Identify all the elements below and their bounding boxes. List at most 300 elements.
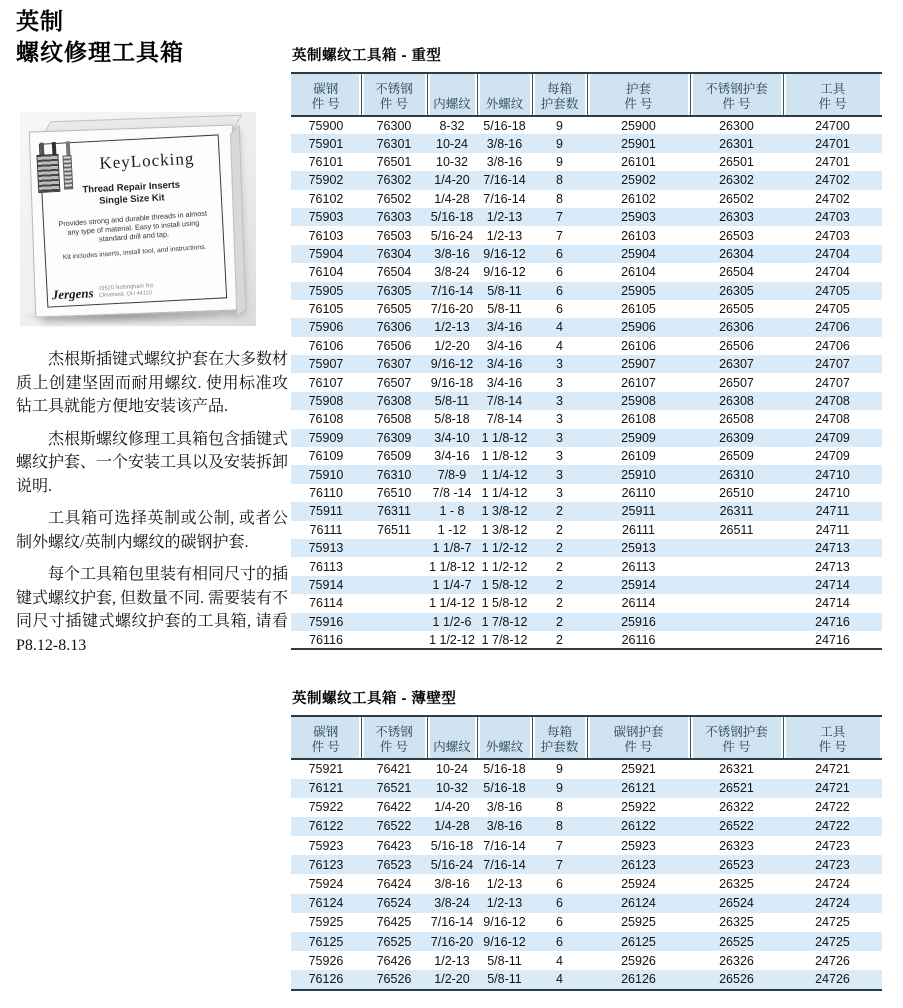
table-cell: 1/2-20 (434, 338, 470, 353)
table-cell: 24706 (815, 320, 850, 335)
table-cell: 76422 (376, 800, 412, 815)
box-includes: Kit includes inserts, install tool, and instructions. (62, 243, 207, 262)
right-column (291, 44, 882, 991)
table-cell: 25925 (621, 915, 656, 930)
table-cell: 26508 (719, 412, 754, 427)
table-cell: 24710 (815, 486, 850, 500)
table-row (291, 576, 882, 594)
table-cell: 76524 (376, 896, 412, 911)
table-cell: 2 (556, 614, 563, 629)
table-row (291, 951, 882, 970)
table-cell (361, 557, 427, 575)
table-cell: 76525 (376, 934, 412, 949)
table-cell: 76113 (309, 559, 343, 574)
company-address (98, 283, 155, 301)
table-cell: 24704 (815, 246, 850, 261)
paragraph-2: 杰根斯螺纹修理工具箱包含插键式螺纹护套、一个安装工具以及安装拆卸说明. (16, 430, 289, 495)
table-cell: 25910 (621, 467, 656, 482)
table-cell: 25905 (621, 283, 656, 298)
table-cell: 76108 (308, 412, 344, 427)
table-cell: 4 (556, 338, 563, 353)
table-cell: 1 7/8-12 (481, 632, 528, 647)
table-cell: 76114 (309, 596, 343, 611)
table-row (291, 153, 882, 171)
table-cell: 5/16-24 (430, 857, 474, 872)
table-cell: 5/16-18 (430, 838, 474, 853)
table-cell: 3 (556, 430, 563, 445)
table-cell: 6 (556, 283, 563, 298)
logo-row (51, 278, 224, 303)
table-cell: 26522 (719, 819, 754, 834)
table-cell: 7/16-14 (483, 173, 526, 188)
table-cell: 26303 (719, 210, 754, 225)
table-cell: 24726 (815, 953, 850, 968)
table-cell: 24703 (815, 228, 850, 243)
header-row (291, 716, 882, 759)
table-cell: 76124 (308, 896, 344, 911)
table-cell: 24724 (815, 877, 850, 892)
thin-wall-table (291, 715, 882, 990)
table-cell: 7/8-14 (486, 412, 523, 427)
box-subtitle-1: Thread Repair Inserts (82, 179, 181, 196)
table-cell: 24722 (815, 819, 850, 834)
table-cell: 1 1/2-6 (432, 614, 472, 629)
table-row (291, 970, 882, 989)
table-cell: 2 (556, 522, 563, 537)
column-header: 碳钢护套 件 号 (587, 716, 690, 759)
table-cell: 76305 (376, 283, 412, 298)
table-cell: 26523 (719, 857, 754, 872)
table-cell: 5/8-11 (487, 972, 522, 987)
table-cell: 76424 (376, 877, 412, 892)
table-cell: 26109 (621, 449, 656, 464)
table-cell: 1 1/8-7 (432, 541, 472, 556)
table-cell: 6 (556, 877, 563, 892)
table-cell: 1/4-20 (434, 173, 470, 188)
table-row (291, 855, 882, 874)
table-cell: 24710 (815, 467, 850, 482)
table-cell: 75904 (308, 246, 344, 261)
table-cell: 5/8-11 (487, 953, 522, 968)
table-cell: 9/16-12 (483, 915, 526, 930)
table-row (291, 190, 882, 208)
table-cell: 24713 (815, 541, 850, 556)
table-cell: 24702 (815, 191, 850, 206)
table-cell: 24724 (815, 896, 850, 911)
table-cell: 3 (556, 467, 563, 482)
table-cell: 75921 (308, 762, 344, 777)
table-cell: 76104 (308, 265, 344, 280)
table-row (291, 613, 882, 631)
table-cell: 8 (556, 173, 563, 188)
table-cell: 5/8-18 (434, 412, 470, 427)
table-cell: 1 - 8 (439, 504, 465, 519)
table-cell: 26116 (621, 632, 656, 647)
table-row (291, 318, 882, 336)
table-cell: 24716 (815, 632, 850, 647)
table-cell: 1/2-13 (486, 877, 523, 892)
table-cell: 76309 (376, 430, 412, 445)
table-cell: 76423 (376, 838, 412, 853)
table-row (291, 594, 882, 612)
table-cell: 26506 (719, 338, 754, 353)
table-cell: 1 1/4-7 (432, 577, 472, 592)
table-cell: 24705 (815, 283, 850, 298)
address-line2: Cleveland, OH 44110 (98, 289, 152, 299)
table-row (291, 798, 882, 817)
table-cell: 5/8-11 (487, 302, 522, 317)
table-cell: 1 3/8-12 (481, 504, 528, 519)
heavy-duty-table (291, 72, 882, 650)
table-cell: 24713 (815, 559, 850, 574)
table-cell: 25911 (621, 504, 656, 519)
table-cell (361, 631, 427, 649)
table-cell: 3/4-10 (434, 430, 470, 445)
column-header: 不锈钢 件 号 (361, 716, 427, 759)
table-cell: 75925 (308, 915, 344, 930)
table-cell: 26510 (719, 486, 754, 500)
table-cell: 4 (556, 320, 563, 335)
table-cell: 76101 (308, 154, 344, 169)
table-cell: 24714 (815, 596, 850, 611)
table-cell: 9/16-12 (430, 357, 474, 372)
table-cell: 3/8-16 (486, 819, 523, 834)
table-cell: 1 1/4-12 (429, 596, 475, 611)
table-cell (690, 576, 783, 594)
column-header: 工具 件 号 (783, 73, 882, 116)
table-cell: 25926 (621, 953, 656, 968)
table-cell: 1 1/2-12 (481, 541, 528, 556)
table-cell (361, 576, 427, 594)
table-cell: 24703 (815, 210, 850, 225)
table-row (291, 373, 882, 391)
table-cell: 75906 (308, 320, 344, 335)
table-cell: 24705 (815, 302, 850, 317)
column-header: 不锈钢 件 号 (361, 73, 427, 116)
table-cell: 75910 (308, 467, 344, 482)
table-row (291, 410, 882, 428)
table-cell: 75916 (308, 614, 344, 629)
table-row (291, 836, 882, 855)
table-cell: 9 (556, 136, 563, 151)
table-cell: 24708 (815, 394, 850, 409)
table-cell: 76311 (377, 504, 411, 519)
column-header: 内螺纹 (427, 716, 477, 759)
table-cell: 26114 (621, 596, 656, 611)
table-cell: 24701 (815, 136, 850, 151)
table-cell: 7 (556, 857, 563, 872)
table-cell: 75911 (309, 504, 343, 519)
table-cell: 9/16-12 (483, 265, 526, 280)
table-cell: 75913 (308, 541, 344, 556)
table-cell: 76425 (376, 915, 412, 930)
table-cell: 1/4-28 (434, 819, 470, 834)
table-row (291, 817, 882, 836)
table-cell: 3/8-16 (434, 877, 470, 892)
table-cell: 9 (556, 154, 563, 169)
table-cell: 26126 (621, 972, 656, 987)
table-cell: 76521 (376, 781, 412, 796)
table-cell: 24706 (815, 338, 850, 353)
table-cell: 4 (556, 953, 563, 968)
table-cell: 26104 (621, 265, 656, 280)
table-cell: 5/8-11 (487, 283, 522, 298)
table-cell: 1/4-28 (434, 191, 470, 206)
table-cell: 26325 (719, 877, 754, 892)
table-cell: 2 (556, 632, 563, 647)
table-cell: 9 (556, 762, 563, 777)
table-cell: 26103 (621, 228, 656, 243)
table-row (291, 932, 882, 951)
table-cell: 76506 (376, 338, 412, 353)
table-cell: 8 (556, 819, 563, 834)
table-cell: 1 1/8-12 (481, 430, 528, 445)
table-cell (690, 594, 783, 612)
header-row (291, 73, 882, 116)
table-cell: 75901 (308, 136, 344, 151)
table-cell: 3/4-16 (486, 357, 523, 372)
table-cell: 24707 (815, 357, 850, 372)
table-cell: 76503 (376, 228, 412, 243)
table-cell: 76125 (308, 934, 344, 949)
table-cell: 24704 (815, 265, 850, 280)
table-cell: 75907 (308, 357, 344, 372)
table-cell: 25901 (621, 136, 656, 151)
table-cell: 76116 (309, 632, 343, 647)
thin-wall-section (291, 687, 882, 990)
table-row (291, 631, 882, 649)
table-cell: 25921 (621, 762, 656, 777)
table-cell (690, 539, 783, 557)
table-cell: 75905 (308, 283, 344, 298)
table-cell: 3 (556, 412, 563, 427)
table-cell: 1 7/8-12 (481, 614, 528, 629)
column-header: 内螺纹 (427, 73, 477, 116)
table-cell: 3/8-16 (486, 154, 523, 169)
table-cell: 5/16-18 (430, 210, 474, 225)
column-header: 护套 件 号 (587, 73, 690, 116)
box-description: Provides strong and durable threads in almost any type of material. Easy to install using standard drill and tap. (58, 208, 208, 244)
table-cell: 9/16-18 (430, 375, 474, 390)
table-cell: 26105 (621, 302, 656, 317)
table-cell: 76523 (376, 857, 412, 872)
table-row (291, 208, 882, 226)
table-cell: 5/8-11 (434, 394, 470, 409)
table-cell: 24721 (815, 781, 850, 796)
table-row (291, 502, 882, 520)
table-cell: 26311 (719, 504, 754, 519)
table-cell: 24725 (815, 934, 850, 949)
table-cell: 9 (556, 781, 563, 796)
table-row (291, 759, 882, 778)
table-cell: 7/16-14 (483, 191, 526, 206)
table-cell (690, 557, 783, 575)
table-cell: 9/16-12 (483, 934, 526, 949)
table-cell: 1/2-13 (486, 210, 523, 225)
table-cell: 6 (556, 934, 563, 949)
table-cell: 25913 (621, 541, 656, 556)
table-cell: 1 -12 (437, 522, 467, 537)
table-cell: 75900 (308, 118, 344, 133)
table-cell: 26123 (621, 857, 656, 872)
page-title (16, 6, 286, 68)
table-cell: 24725 (815, 915, 850, 930)
table-cell: 26308 (719, 394, 754, 409)
table-cell: 76102 (308, 191, 344, 206)
table-cell: 26113 (621, 559, 656, 574)
table-cell: 24722 (815, 800, 850, 815)
table-cell: 1 1/2-12 (481, 559, 528, 574)
table-cell: 26509 (719, 449, 754, 464)
paragraph-3: 工具箱可选择英制或公制, 或者公制外螺纹/英制内螺纹的碳钢护套. (16, 510, 288, 551)
table-row (291, 392, 882, 410)
table-cell: 24700 (815, 118, 850, 133)
column-header: 外螺纹 (477, 716, 532, 759)
table-cell: 76510 (376, 486, 412, 500)
table-cell: 26526 (719, 972, 754, 987)
table-cell: 7 (556, 838, 563, 853)
table-cell: 75924 (308, 877, 344, 892)
table-cell: 26122 (621, 819, 656, 834)
table-cell: 9 (556, 118, 563, 133)
table-cell: 26304 (719, 246, 754, 261)
table-cell: 76310 (376, 467, 412, 482)
table-cell: 26307 (719, 357, 754, 372)
table-cell: 26521 (719, 781, 754, 796)
table-cell: 76121 (308, 781, 344, 796)
table-cell: 1 1/8-12 (429, 559, 475, 574)
table-cell: 25923 (621, 838, 656, 853)
table-cell: 76107 (308, 375, 344, 390)
table-row (291, 245, 882, 263)
product-photo (20, 112, 256, 326)
table-cell: 76502 (376, 191, 412, 206)
table-cell: 26302 (719, 173, 754, 188)
table-cell: 6 (556, 246, 563, 261)
table-cell: 25914 (621, 577, 656, 592)
table-cell: 26507 (719, 375, 754, 390)
table-cell: 76109 (308, 449, 344, 464)
table-cell (690, 613, 783, 631)
table-cell (361, 594, 427, 612)
table-cell: 5/16-24 (430, 228, 474, 243)
table-row (291, 539, 882, 557)
table-cell: 24701 (815, 154, 850, 169)
table-cell: 76302 (376, 173, 412, 188)
table-cell: 3/4-16 (486, 375, 523, 390)
table-cell: 26511 (719, 522, 754, 537)
table-row (291, 282, 882, 300)
table-cell: 7/16-14 (430, 915, 474, 930)
paragraph-1: 杰根斯插键式螺纹护套在大多数材质上创建坚固而耐用螺纹. 使用标准攻钻工具就能方便地安装该产品. (16, 351, 289, 415)
table-cell: 2 (556, 541, 563, 556)
table-cell: 76426 (376, 953, 412, 968)
table-cell: 1 5/8-12 (481, 577, 528, 592)
table-cell: 24707 (815, 375, 850, 390)
table-cell: 26525 (719, 934, 754, 949)
table-cell: 6 (556, 265, 563, 280)
table-cell: 25904 (621, 246, 656, 261)
jergens-logo: Jergens (51, 285, 94, 303)
table-cell: 25908 (621, 394, 656, 409)
table-cell: 1/2-13 (434, 953, 470, 968)
table-cell: 7/16-20 (430, 934, 474, 949)
table-cell: 26125 (621, 934, 656, 949)
box-front-face (29, 124, 239, 317)
table-cell: 3/4-16 (486, 338, 523, 353)
table-cell: 26503 (719, 228, 754, 243)
table-cell: 26323 (719, 838, 754, 853)
table-cell: 5/16-18 (483, 118, 526, 133)
table-cell: 26108 (621, 412, 656, 427)
table-cell: 6 (556, 302, 563, 317)
table-cell: 75909 (308, 430, 344, 445)
table-cell: 24723 (815, 838, 850, 853)
table-cell: 2 (556, 596, 563, 611)
table-cell: 75902 (308, 173, 344, 188)
table-cell: 76508 (376, 412, 412, 427)
table-cell: 26524 (719, 896, 754, 911)
table-row (291, 429, 882, 447)
table-cell: 3 (556, 486, 563, 500)
table-cell: 7/16-14 (430, 283, 474, 298)
table-row (291, 484, 882, 502)
table-row (291, 226, 882, 244)
table-cell: 26505 (719, 302, 754, 317)
table-cell: 24726 (815, 972, 850, 987)
table-cell: 26321 (719, 762, 754, 777)
table-cell: 7/8-9 (437, 467, 467, 482)
table-cell: 1 1/4-12 (481, 467, 528, 482)
table-cell: 8 (556, 191, 563, 206)
table-cell: 25906 (621, 320, 656, 335)
table-cell: 26124 (621, 896, 656, 911)
table-row (291, 355, 882, 373)
table-cell: 25907 (621, 357, 656, 372)
table-cell: 26110 (621, 486, 656, 500)
table-cell: 26305 (719, 283, 754, 298)
table-cell: 26501 (719, 154, 754, 169)
table-row (291, 521, 882, 539)
table-cell: 26322 (719, 800, 754, 815)
table-cell: 76308 (376, 394, 412, 409)
table-cell: 26301 (719, 136, 754, 151)
table-cell: 25900 (621, 118, 656, 133)
table-cell: 24711 (815, 522, 850, 537)
table-cell: 25924 (621, 877, 656, 892)
column-header: 工具 件 号 (783, 716, 882, 759)
table-cell: 75914 (308, 577, 344, 592)
table-cell: 76110 (309, 486, 343, 500)
table-cell: 6 (556, 915, 563, 930)
table-cell: 3/8-16 (486, 800, 523, 815)
table-cell: 1 5/8-12 (481, 596, 528, 611)
table-cell: 76522 (376, 819, 412, 834)
column-header: 每箱 护套数 (532, 73, 587, 116)
table-cell (361, 539, 427, 557)
table-cell: 1 1/8-12 (481, 449, 528, 464)
table-cell: 1/2-20 (434, 972, 470, 987)
table-cell: 76303 (376, 210, 412, 225)
table-cell: 76304 (376, 246, 412, 261)
table-cell: 24709 (815, 449, 850, 464)
table-row (291, 557, 882, 575)
table-cell: 26300 (719, 118, 754, 133)
table-cell: 76306 (376, 320, 412, 335)
table-cell: 76301 (376, 136, 412, 151)
table-cell: 76511 (377, 522, 411, 537)
table-cell: 8-32 (439, 118, 465, 133)
